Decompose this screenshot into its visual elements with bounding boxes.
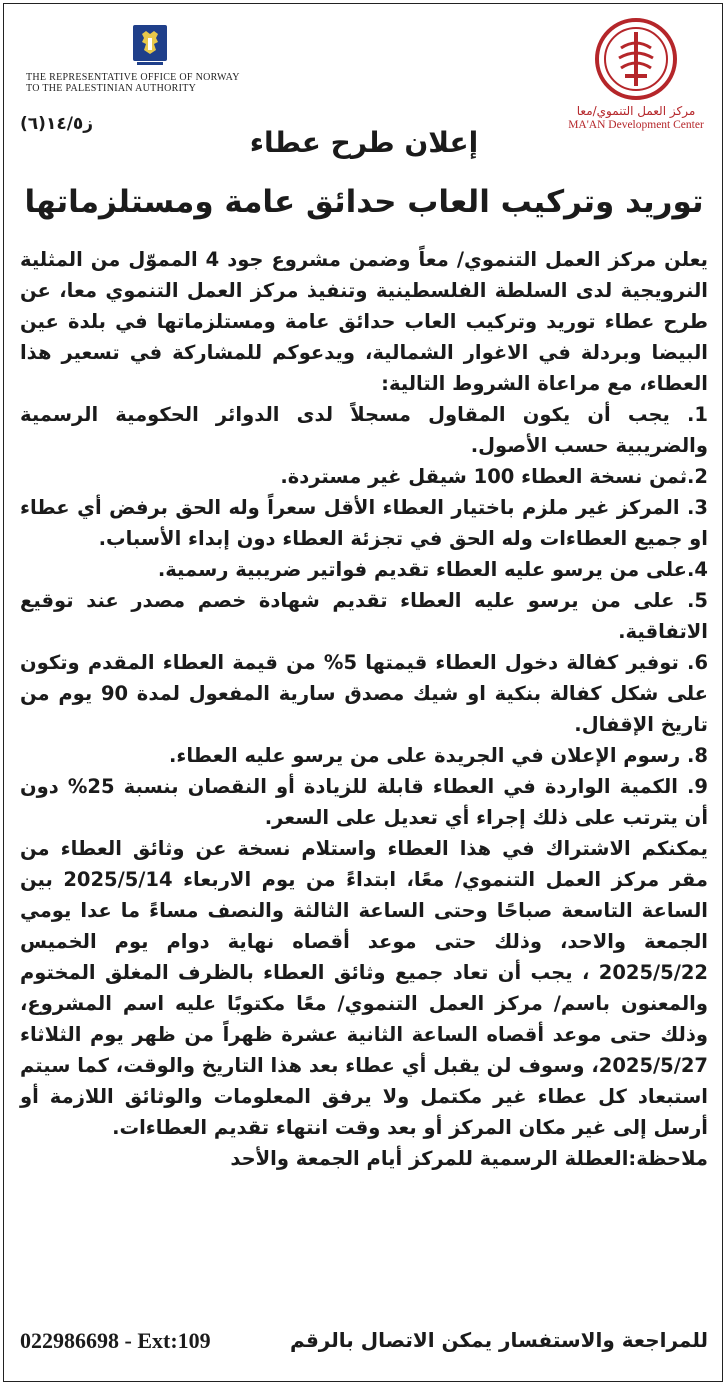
norway-office-logo [20, 24, 280, 94]
norway-org-line1: THE REPRESENTATIVE OFFICE OF NORWAY [26, 72, 240, 83]
maan-emblem-icon [591, 18, 681, 104]
closing-paragraph: يمكنكم الاشتراك في هذا العطاء واستلام نسخة عن وثائق العطاء من مقر مركز العمل التنموي/ معًا، ابتداءً من يوم الاربعاء 2025/5/14 بين الساعة التاسعة صباحًا وحتى الساعة الثالثة والنصف مساءً ما عدا يومي الجمعة والاحد، وذلك حتى موعد أقصاه نهاية دوام يوم الخميس 2025/5/22 ، يجب أن تعاد جميع وثائق العطاء بالظرف المغلق المختوم والمعنون باسم/ مركز العمل التنموي/ معًا مكتوبًا عليه اسم المشروع، وذلك حتى موعد أقصاه الساعة الثانية عشرة ظهراً من ظهر يوم الثلاثاء 2025/5/27، وسوف لن يقبل أي عطاء بعد هذا التاريخ والوقت، كما سيتم استبعاد كل عطاء غير مكتمل ولا يرفق المعلومات والوثائق اللازمة أو أرسل إلى غير مكان المركز أو بعد وقت انتهاء تقديم العطاءات. [20, 837, 708, 1139]
condition-item: 6. توفير كفالة دخول العطاء قيمتها 5% من قيمة العطاء المقدم وتكون على شكل كفالة بنكية او شيك مصدق سارية المفعول لمدة 90 يوم من تاريخ الإقفال. [20, 651, 709, 736]
condition-item: 5. على من يرسو عليه العطاء تقديم شهادة خصم مصدر عند توقيع الاتفاقية. [20, 589, 708, 643]
intro-paragraph: يعلن مركز العمل التنموي/ معاً وضمن مشروع جود 4 المموّل من المثلية النرويجية لدى السلطة الفلسطينية وتنفيذ مركز العمل التنموي معا، عن طرح عطاء توريد وتركيب العاب حدائق عامة ومستلزماتها في بلدة عين البيضا وبردلة في الاغوار الشمالية، ويدعوكم للمشاركة في تسعير هذا العطاء، مع مراعاة الشروط التالية: [20, 248, 708, 395]
maan-name-english: MA'AN Development Center [568, 119, 704, 131]
norway-org-line2: TO THE PALESTINIAN AUTHORITY [26, 83, 197, 94]
condition-item: 1. يجب أن يكون المقاول مسجلاً لدى الدوائر الحكومية الرسمية والضريبية حسب الأصول. [20, 403, 708, 457]
contact-footer [20, 1328, 708, 1354]
announcement-title: إعلان طرح عطاء [249, 126, 479, 159]
norway-crest-icon [132, 24, 168, 66]
conditions-list [20, 399, 708, 833]
tender-subject: توريد وتركيب العاب حدائق عامة ومستلزماتها [24, 184, 704, 220]
announcement-body [20, 244, 708, 1174]
condition-item: 9. الكمية الواردة في العطاء قابلة للزيادة أو النقصان بنسبة 25% دون أن يترتب على ذلك إجراء أي تعديل على السعر. [20, 775, 708, 829]
condition-item: 4.على من يرسو عليه العطاء تقديم فواتير ضريبية رسمية. [157, 558, 708, 581]
maan-logo [566, 18, 706, 132]
tender-reference: ز١٤/٥(٦) [20, 114, 94, 134]
condition-item: 8. رسوم الإعلان في الجريدة على من يرسو عليه العطاء. [168, 744, 708, 767]
maan-name-arabic: مركز العمل التنموي/معا [576, 104, 696, 118]
condition-item: 2.ثمن نسخة العطاء 100 شيقل غير مستردة. [280, 465, 708, 488]
phone-number: 022986698 - Ext:109 [20, 1328, 211, 1353]
condition-item: 3. المركز غير ملزم باختيار العطاء الأقل سعراً وله الحق برفض أي عطاء او جميع العطاءات وله الحق في تجزئة العطاء دون إبداء الأسباب. [20, 496, 708, 550]
inquiry-text: للمراجعة والاستفسار يمكن الاتصال بالرقم [290, 1328, 708, 1352]
holiday-note: ملاحظة:العطلة الرسمية للمركز أيام الجمعة والأحد [230, 1147, 708, 1170]
